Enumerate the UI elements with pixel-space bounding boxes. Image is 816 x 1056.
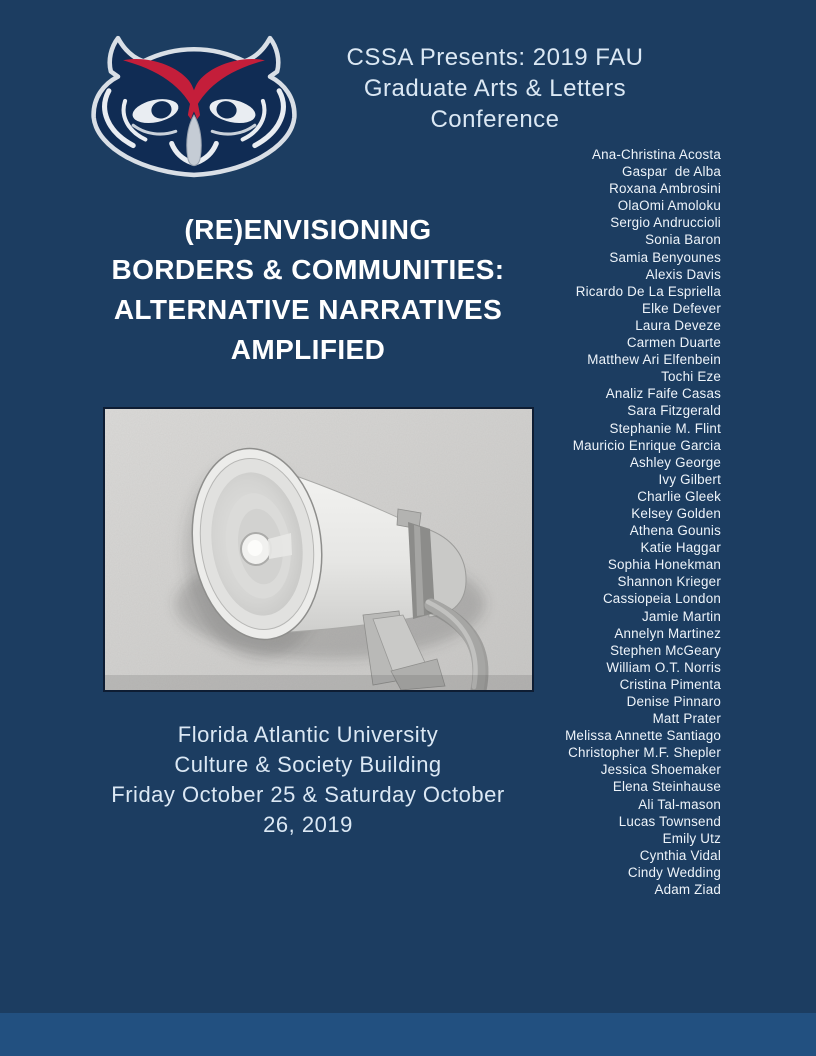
participant-name: Shannon Krieger — [617, 574, 721, 590]
owl-icon — [86, 30, 302, 180]
poster-header — [330, 42, 660, 135]
participant-name: Sophia Honekman — [607, 557, 721, 573]
venue-line: Friday October 25 & Saturday October — [111, 782, 505, 807]
fau-owl-logo — [86, 30, 302, 180]
participant-name: Cristina Pimenta — [619, 676, 721, 692]
header-line: Conference — [430, 106, 560, 133]
title-line: (RE)ENVISIONING — [184, 214, 432, 245]
participant-name: Lucas Townsend — [618, 813, 721, 829]
participant-name: Jessica Shoemaker — [600, 762, 721, 778]
participant-name: Denise Pinnaro — [626, 694, 721, 709]
participant-name: Charlie Gleek — [637, 488, 721, 504]
title-line: ALTERNATIVE NARRATIVES — [113, 294, 503, 325]
participant-name: Sara Fitzgerald — [627, 403, 721, 419]
participant-name: Tochi Eze — [661, 369, 721, 385]
participant-name: Cassiopeia London — [602, 591, 721, 607]
participant-name: Ivy Gilbert — [658, 471, 721, 487]
poster-title — [78, 210, 538, 370]
participant-name: Emily Utz — [662, 830, 721, 846]
participant-name: Kelsey Golden — [631, 505, 721, 521]
title-line: BORDERS & COMMUNITIES: — [111, 254, 505, 285]
participant-name: Matt Prater — [652, 711, 721, 727]
participant-name: Gaspar de Alba — [621, 164, 721, 180]
venue-line: Culture & Society Building — [174, 752, 442, 777]
participant-name: Laura Deveze — [635, 317, 721, 333]
megaphone-photo — [103, 407, 534, 692]
participant-name: Ali Tal-mason — [638, 796, 721, 812]
participant-name: Elena Steinhause — [612, 779, 721, 795]
participant-name: Ana-Christina Acosta — [591, 147, 721, 162]
participant-name: Cindy Wedding — [627, 864, 721, 880]
bottom-accent-band — [0, 1013, 816, 1056]
venue-line: 26, 2019 — [263, 812, 353, 837]
participant-name: Carmen Duarte — [626, 335, 721, 351]
participant-name: Mauricio Enrique Garcia — [572, 437, 721, 453]
participant-name: Roxana Ambrosini — [609, 181, 721, 197]
participant-name: Sonia Baron — [645, 232, 721, 248]
participant-name: Melissa Annette Santiago — [565, 728, 721, 744]
participant-name: Stephen McGeary — [610, 642, 721, 658]
participant-name: William O.T. Norris — [606, 659, 721, 675]
participant-name: Ricardo De La Espriella — [575, 283, 721, 299]
participant-name: Annelyn Martinez — [614, 625, 721, 641]
header-line: Graduate Arts & Letters — [363, 75, 627, 102]
participant-name: Christopher M.F. Shepler — [568, 745, 721, 761]
participant-name: Katie Haggar — [640, 540, 721, 556]
participant-name: Athena Gounis — [629, 523, 721, 539]
header-line: CSSA Presents: 2019 FAU — [346, 44, 644, 71]
participant-name: Alexis Davis — [645, 266, 721, 282]
participant-name: Matthew Ari Elfenbein — [587, 352, 721, 368]
participant-name: Ashley George — [629, 454, 721, 470]
participant-name: Jamie Martin — [641, 608, 721, 624]
venue-info — [78, 720, 538, 840]
participant-name: Analiz Faife Casas — [605, 386, 721, 402]
title-line: AMPLIFIED — [230, 334, 386, 365]
participant-name: Sergio Andruccioli — [610, 215, 721, 231]
participant-name: Elke Defever — [641, 300, 721, 316]
megaphone-image — [105, 409, 532, 690]
participant-name: Samia Benyounes — [609, 249, 721, 265]
participant-name: Cynthia Vidal — [639, 847, 721, 863]
participant-name: Adam Ziad — [654, 882, 721, 898]
participant-name: OlaOmi Amoloku — [617, 198, 721, 214]
participant-name: Stephanie M. Flint — [609, 420, 721, 436]
venue-line: Florida Atlantic University — [177, 722, 439, 747]
